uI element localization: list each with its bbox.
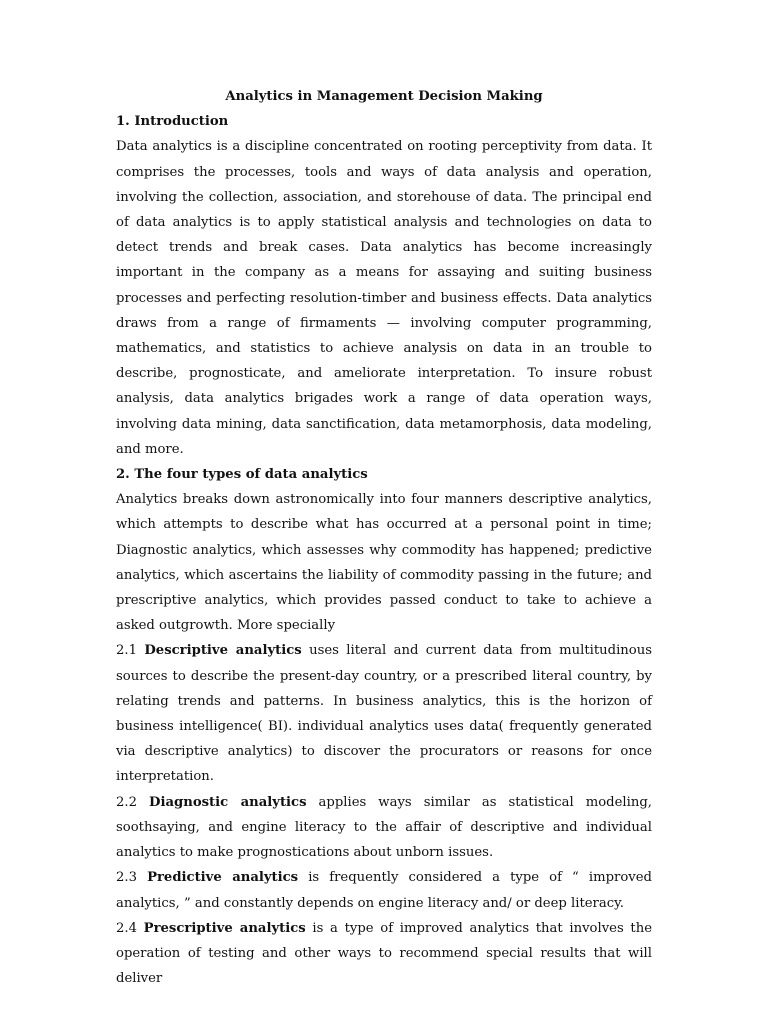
subsection-number: 2.2: [116, 794, 137, 810]
subsection-term: Predictive analytics: [147, 870, 299, 886]
section-heading-introduction: 1. Introduction: [116, 114, 229, 130]
introduction-paragraph: Data analytics is a discipline concentrated on rooting perceptivity from data. It comprises the processes, tools and ways of data analysis and operation, involving the collection, association, and storehouse of data. The principal end of data analytics is to apply statistical analysis and technologies on data to detect trends and break cases. Data analytics has become increasingly important in the company as a means for assaying and suiting business processes and perfecting resolution-timber and business effects. Data analytics draws from a range of firmaments — involving computer programming, mathematics, and statistics to achieve analysis on data in an trouble to describe, prognosticate, and ameliorate interpretation. To insure robust analysis, data analytics brigades work a range of data operation ways, involving data mining, data sanctification, data metamorphosis, data modeling, and more.: [116, 139, 652, 457]
subsection-text: applies ways similar as statistical modeling, soothsaying, and engine literacy to the affair of descriptive and individual analytics to make prognostications about unborn issues.: [116, 794, 652, 861]
types-paragraph: Analytics breaks down astronomically into four manners descriptive analytics, which attempts to describe what has occurred at a personal point in time; Diagnostic analytics, which assesses why commodity has happened; predictive analytics, which ascertains the liability of commodity passing in the future; and prescriptive analytics, which provides passed conduct to take to achieve a asked outgrowth. More specially: [116, 492, 652, 634]
subsection-term: Prescriptive analytics: [143, 920, 306, 936]
subsection-number: 2.3: [116, 870, 137, 886]
subsection-text: is a type of improved analytics that involves the operation of testing and other ways to recommend special results that will deliver: [116, 920, 652, 987]
subsection-text: is frequently considered a type of “ improved analytics, ” and constantly depends on engine literacy and/ or deep literacy.: [116, 870, 652, 911]
subsection-number: 2.4: [116, 920, 137, 936]
subsection-term: Descriptive analytics: [144, 643, 302, 659]
document-content: [116, 84, 652, 991]
subsection-text: uses literal and current data from multitudinous sources to describe the present-day country, or a prescribed literal country, by relating trends and patterns. In business analytics, this is the horizon of business intelligence( BI). individual analytics uses data( frequently generated via descriptive analytics) to discover the procurators or reasons for once interpretation.: [116, 643, 652, 785]
subsection-descriptive: [116, 638, 652, 789]
section-heading-types: 2. The four types of data analytics: [116, 467, 368, 483]
subsection-predictive: [116, 865, 652, 915]
subsection-prescriptive: [116, 916, 652, 992]
subsection-number: 2.1: [116, 643, 137, 659]
subsection-diagnostic: [116, 790, 652, 866]
subsection-term: Diagnostic analytics: [149, 794, 307, 810]
document-title: Analytics in Management Decision Making: [225, 89, 543, 104]
